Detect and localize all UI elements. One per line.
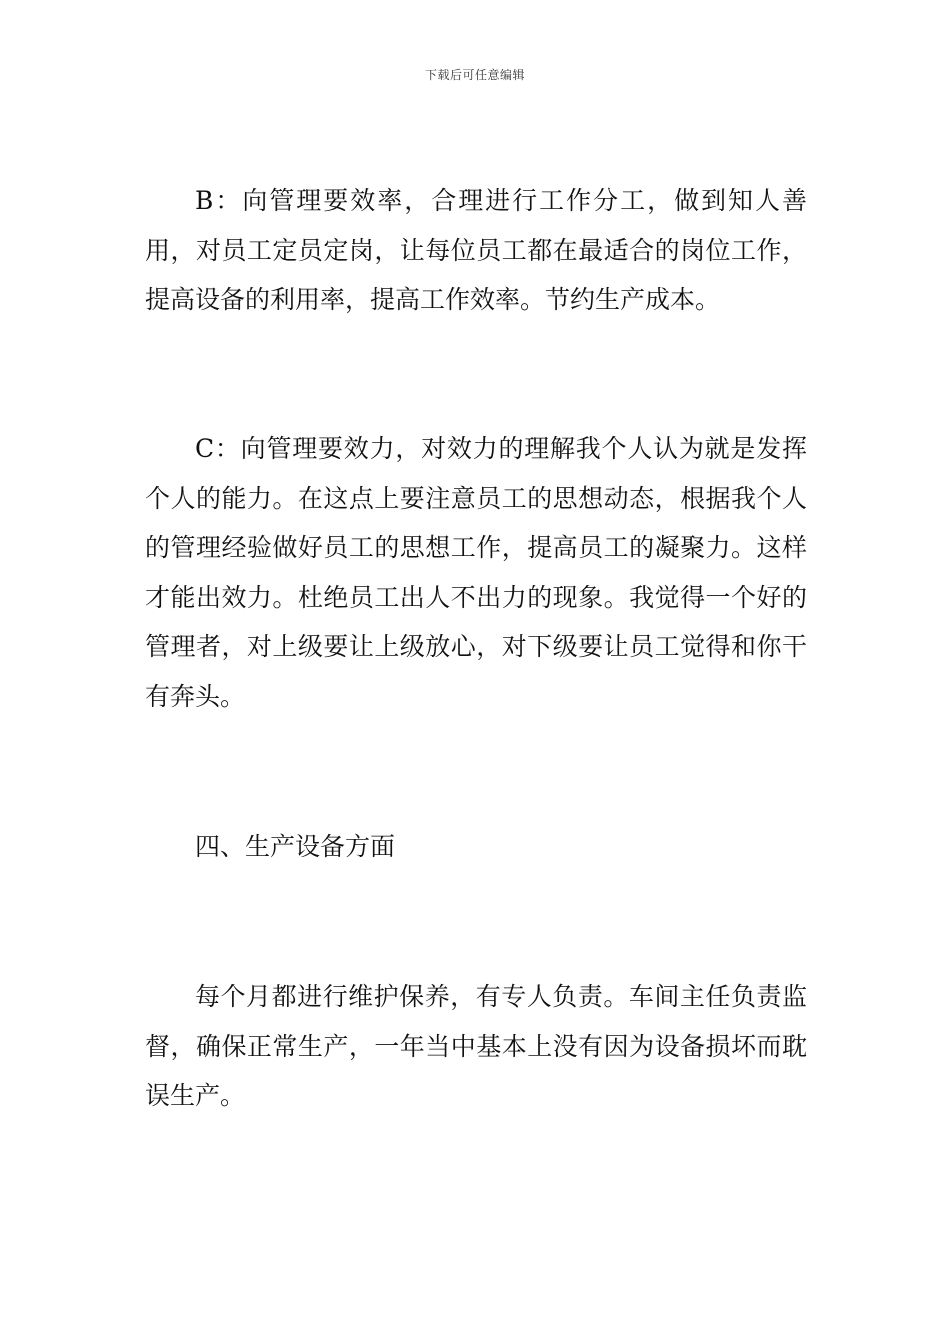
paragraph-maintenance: 每个月都进行维护保养，有专人负责。车间主任负责监督，确保正常生产，一年当中基本上没有因为设备损坏而耽误生产。 <box>145 982 807 1110</box>
page-header-note: 下载后可任意编辑 <box>424 68 525 82</box>
paragraph-efficiency: B：向管理要效率，合理进行工作分工，做到知人善用，对员工定员定岗，让每位员工都在最适合的岗位工作，提高设备的利用率，提高工作效率。节约生产成本。 <box>145 186 807 314</box>
paragraph-effectiveness: C：向管理要效力，对效力的理解我个人认为就是发挥个人的能力。在这点上要注意员工的思想动态，根据我个人的管理经验做好员工的思想工作，提高员工的凝聚力。这样才能出效力。杜绝员工出人不出力的现象。我觉得一个好的管理者，对上级要让上级放心，对下级要让员工觉得和你干有奔头。 <box>145 434 807 711</box>
section-heading-equipment: 四、生产设备方面 <box>195 832 396 861</box>
